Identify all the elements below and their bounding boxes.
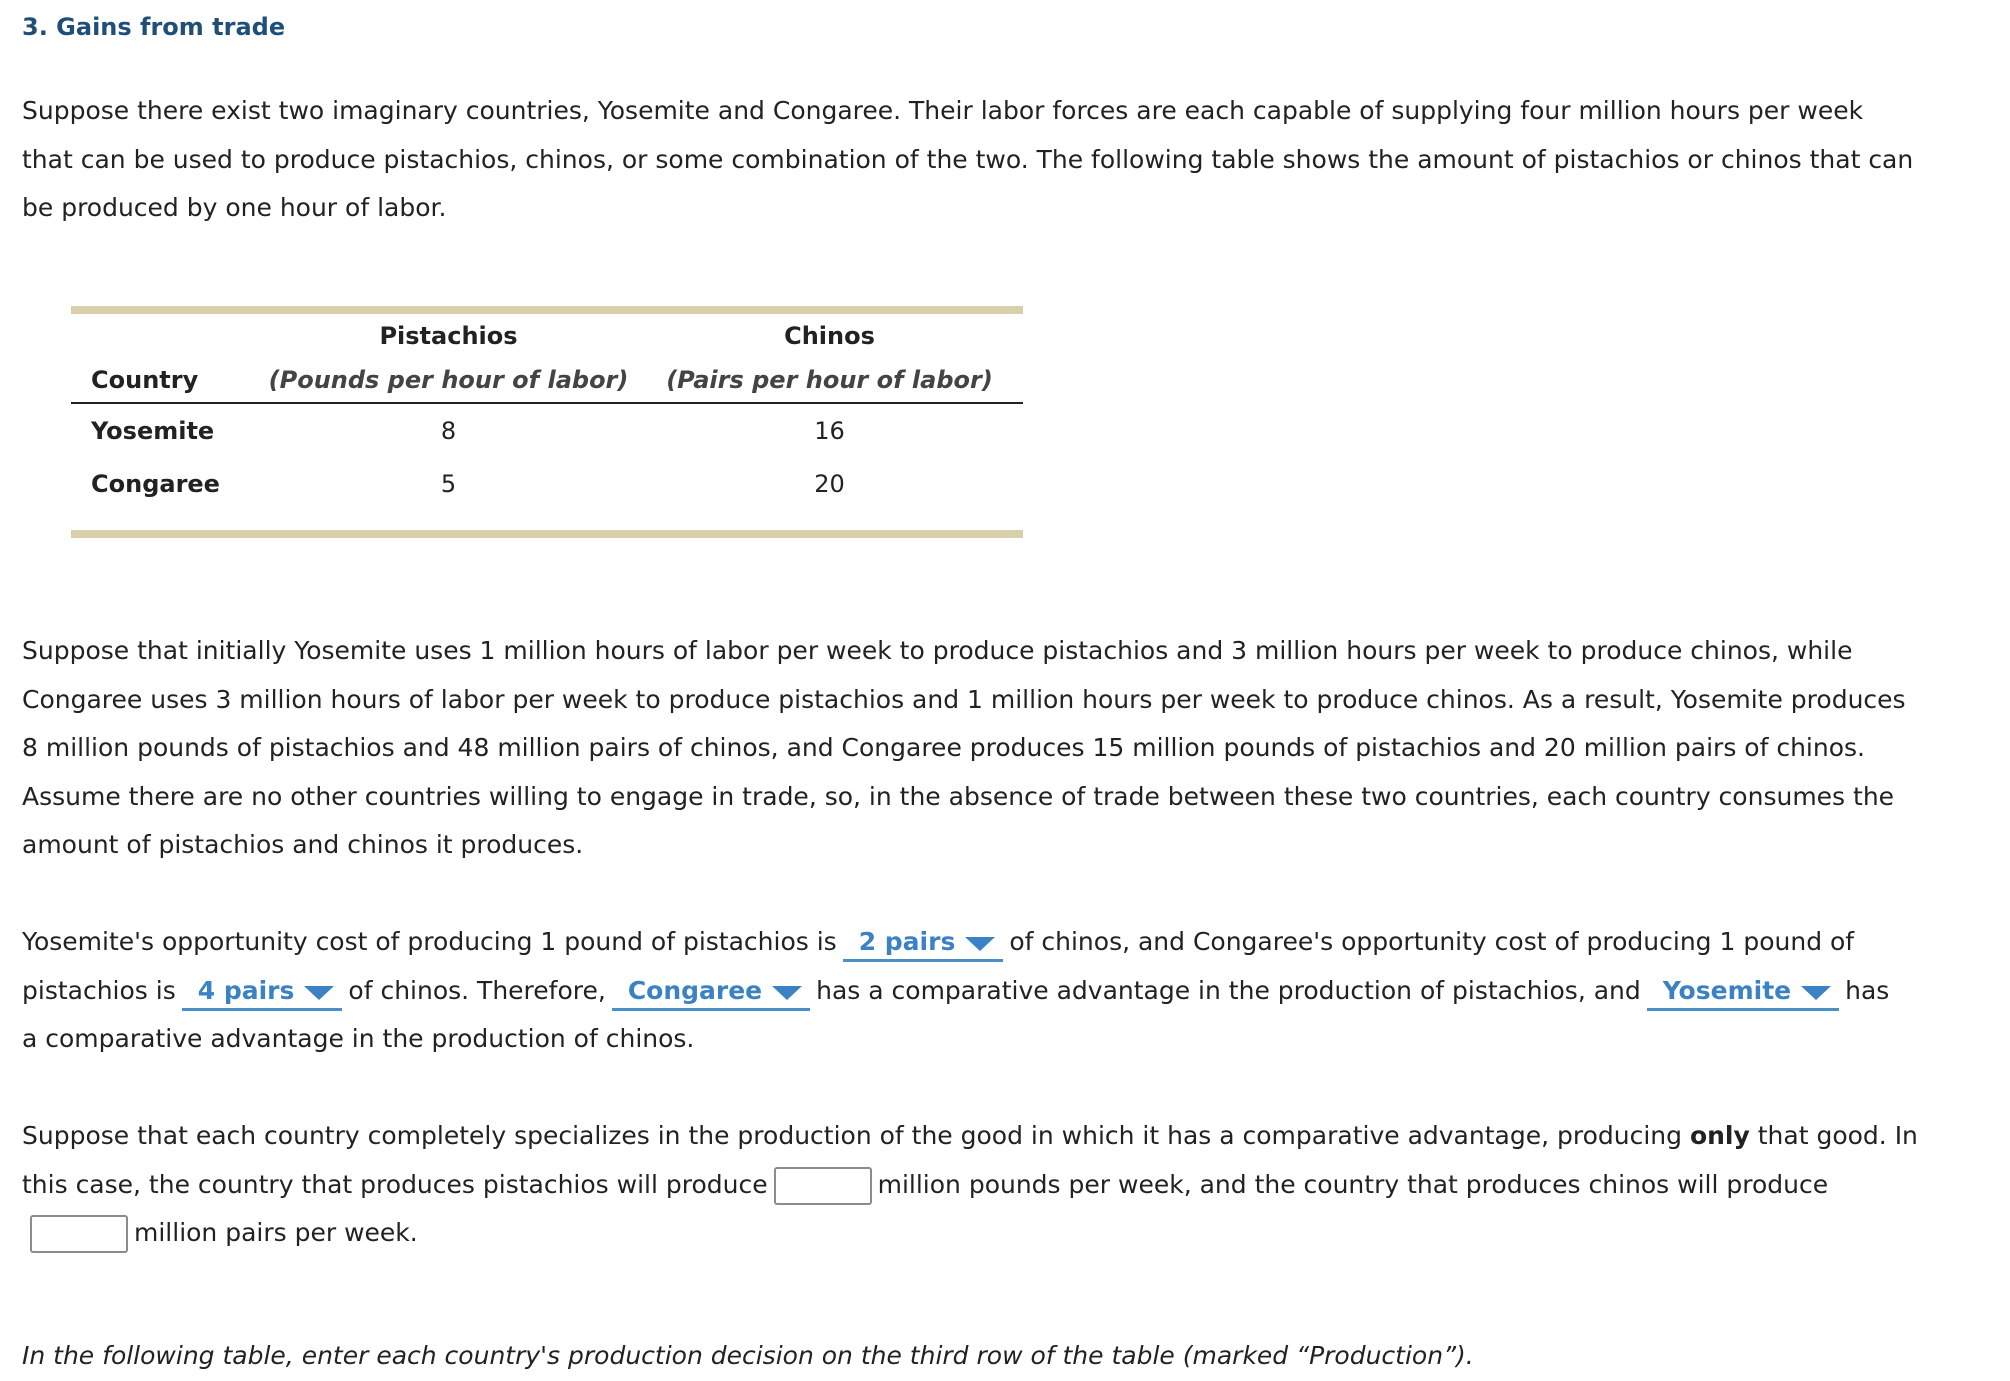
header-chinos: Chinos xyxy=(784,322,875,350)
header-empty xyxy=(71,314,261,358)
pistachios-cell: 5 xyxy=(440,469,457,498)
text-segment: of chinos. Therefore, xyxy=(348,975,606,1005)
text-segment: that good. In xyxy=(1757,1121,1918,1150)
dropdown-value: Congaree xyxy=(627,975,763,1005)
scenario-line: Suppose that initially Yosemite uses 1 million hours of labor per week to produce pistachios and 3 million hours per week to produce chinos, while xyxy=(22,636,1853,665)
dropdown-value: Yosemite xyxy=(1662,975,1792,1005)
header-chinos-unit: (Pairs per hour of labor) xyxy=(636,358,1023,403)
instruction-text xyxy=(22,1332,1922,1381)
table-bottom-border xyxy=(71,530,1023,538)
chinos-production-input[interactable] xyxy=(30,1215,128,1253)
text-segment: Suppose that each country completely specializes in the production of the good in which it has a comparative advantage, producing xyxy=(22,1121,1682,1150)
table-row xyxy=(71,403,1023,457)
scenario-paragraph xyxy=(22,627,1922,870)
emphasis-text: only xyxy=(1689,1121,1750,1150)
text-segment: has xyxy=(1845,975,1890,1005)
table-top-border xyxy=(71,306,1023,314)
scenario-line: Congaree uses 3 million hours of labor per week to produce pistachios and 1 million hours per week to produce chinos. As a result, Yosemite produces xyxy=(22,684,1906,714)
text-segment: has a comparative advantage in the production of pistachios, and xyxy=(816,975,1641,1005)
text-segment: this case, the country that produces pistachios will produce xyxy=(22,1169,768,1199)
opportunity-line-1 xyxy=(22,918,1922,967)
pistachios-cell: 8 xyxy=(440,416,457,445)
congaree-cost-dropdown[interactable] xyxy=(182,974,343,1011)
header-country: Country xyxy=(71,358,261,403)
opportunity-paragraph xyxy=(22,918,1922,1064)
country-cell: Yosemite xyxy=(91,416,215,445)
section-title: 3. Gains from trade xyxy=(22,13,286,41)
table-row xyxy=(71,457,1023,530)
caret-down-icon xyxy=(1801,986,1831,1000)
pistachio-production-input[interactable] xyxy=(774,1167,872,1205)
specialize-paragraph xyxy=(22,1112,1922,1258)
scenario-line: 8 million pounds of pistachios and 48 million pairs of chinos, and Congaree produces 15 million pounds of pistachios and 20 million pairs of chinos. xyxy=(22,733,1865,762)
chinos-cell: 16 xyxy=(814,416,845,445)
text-segment: million pairs per week. xyxy=(134,1218,418,1247)
dropdown-value: 2 pairs xyxy=(858,927,956,956)
instruction-line: In the following table, enter each country's production decision on the third row of the table (marked “Production”). xyxy=(22,1341,1474,1370)
productivity-table xyxy=(71,306,1023,538)
yosemite-cost-dropdown[interactable] xyxy=(843,925,1004,962)
chinos-cell: 20 xyxy=(814,469,845,498)
dropdown-value: 4 pairs xyxy=(197,975,295,1005)
text-segment: Yosemite's opportunity cost of producing 1 pound of pistachios is xyxy=(22,927,837,956)
country-cell: Congaree xyxy=(91,469,220,498)
pistachio-advantage-dropdown[interactable] xyxy=(612,974,810,1011)
header-pistachios-unit: (Pounds per hour of labor) xyxy=(261,358,636,403)
intro-line: that can be used to produce pistachios, chinos, or some combination of the two. The following table shows the amount of pistachios or chinos that can xyxy=(22,144,1914,174)
header-pistachios: Pistachios xyxy=(379,322,518,350)
specialize-line-2 xyxy=(22,1161,1922,1210)
caret-down-icon xyxy=(304,986,334,1000)
chinos-advantage-dropdown[interactable] xyxy=(1647,974,1839,1011)
scenario-line: Assume there are no other countries willing to engage in trade, so, in the absence of trade between these two countries, each country consumes the xyxy=(22,781,1895,811)
caret-down-icon xyxy=(965,937,995,951)
text-segment: of chinos, and Congaree's opportunity cost of producing 1 pound of xyxy=(1009,927,1855,956)
specialize-line-3 xyxy=(22,1209,1922,1258)
opportunity-line-2 xyxy=(22,967,1922,1016)
intro-line: Suppose there exist two imaginary countries, Yosemite and Congaree. Their labor forces are each capable of supplying four million hours per week xyxy=(22,96,1864,125)
text-segment: pistachios is xyxy=(22,975,176,1005)
specialize-line-1 xyxy=(22,1112,1922,1161)
opportunity-line-3: a comparative advantage in the production of chinos. xyxy=(22,1024,695,1053)
intro-paragraph xyxy=(22,87,1922,233)
scenario-line: amount of pistachios and chinos it produces. xyxy=(22,830,584,859)
intro-line: be produced by one hour of labor. xyxy=(22,193,447,222)
caret-down-icon xyxy=(772,986,802,1000)
text-segment: million pounds per week, and the country that produces chinos will produce xyxy=(877,1169,1829,1199)
